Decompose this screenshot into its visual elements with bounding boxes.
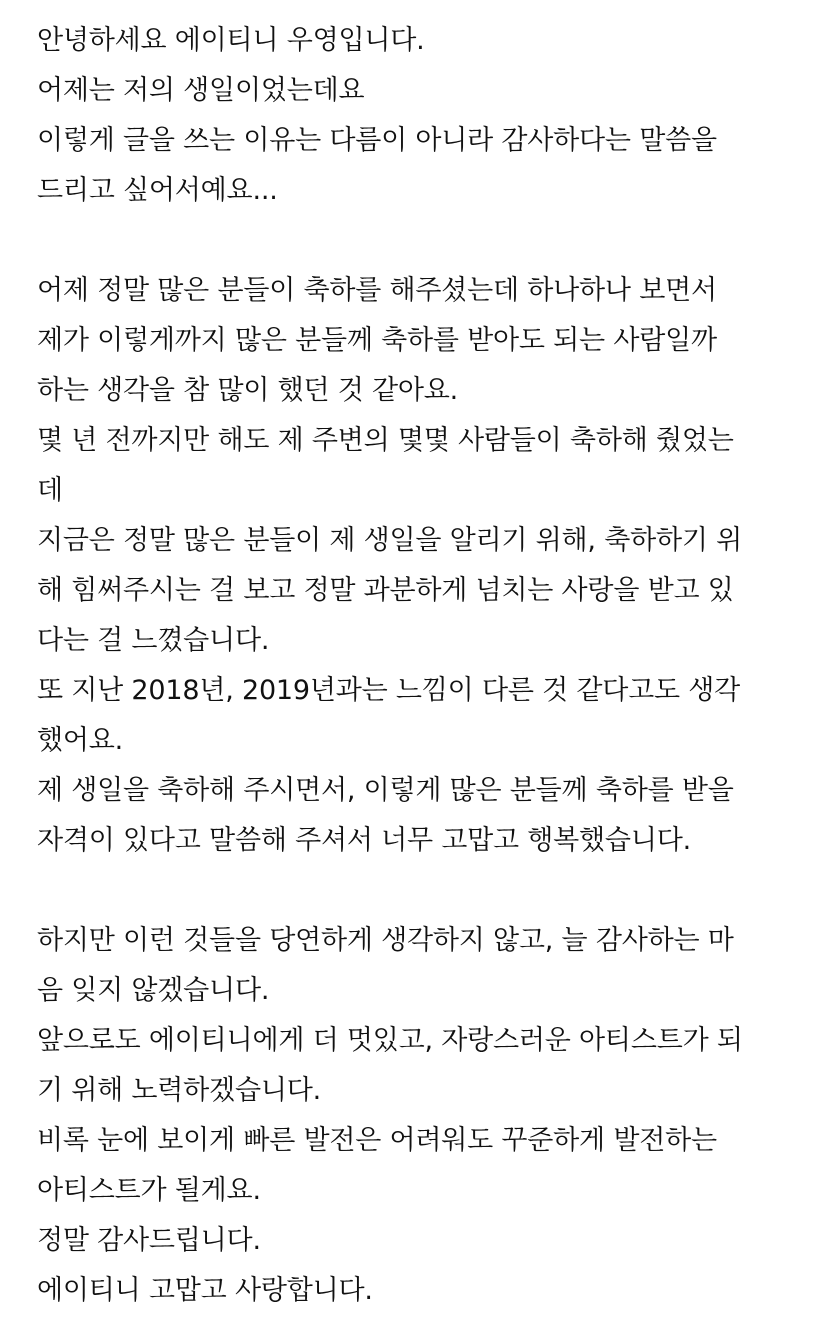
text-line: 하지만 이런 것들을 당연하게 생각하지 않고, 늘 감사하는 마 <box>37 925 734 956</box>
text-line: 음 잊지 않겠습니다. <box>37 975 270 1006</box>
text-line: 자격이 있다고 말씀해 주셔서 너무 고맙고 행복했습니다. <box>37 825 691 856</box>
text-line: 아티스트가 될게요. <box>37 1175 261 1206</box>
text-line: 제 생일을 축하해 주시면서, 이렇게 많은 분들께 축하를 받을 <box>37 775 734 806</box>
text-line: 어제 정말 많은 분들이 축하를 해주셨는데 하나하나 보면서 <box>37 275 717 306</box>
text-line: 비록 눈에 보이게 빠른 발전은 어려워도 꾸준하게 발전하는 <box>37 1125 717 1156</box>
text-line: 몇 년 전까지만 해도 제 주변의 몇몇 사람들이 축하해 줬었는 <box>37 425 734 456</box>
paragraph-gap <box>37 216 798 266</box>
text-line: 이렇게 글을 쓰는 이유는 다름이 아니라 감사하다는 말씀을 <box>37 125 717 156</box>
text-line: 안녕하세요 에이티니 우영입니다. <box>37 25 425 56</box>
text-line: 다는 걸 느꼈습니다. <box>37 625 270 656</box>
text-line: 데 <box>37 475 63 506</box>
text-line: 정말 감사드립니다. <box>37 1225 261 1256</box>
text-line: 하는 생각을 참 많이 했던 것 같아요. <box>37 375 459 406</box>
text-line: 드리고 싶어서예요... <box>37 175 278 206</box>
text-line: 제가 이렇게까지 많은 분들께 축하를 받아도 되는 사람일까 <box>37 325 717 356</box>
paragraph-gap <box>37 866 798 916</box>
text-line: 했어요. <box>37 725 124 756</box>
text-line: 어제는 저의 생일이었는데요 <box>37 75 365 106</box>
text-line: 또 지난 2018년, 2019년과는 느낌이 다른 것 같다고도 생각 <box>37 675 741 706</box>
text-line: 기 위해 노력하겠습니다. <box>37 1075 321 1106</box>
text-line: 에이티니 고맙고 사랑합니다. <box>37 1275 373 1306</box>
text-line: 해 힘써주시는 걸 보고 정말 과분하게 넘치는 사랑을 받고 있 <box>37 575 734 606</box>
text-line: 앞으로도 에이티니에게 더 멋있고, 자랑스러운 아티스트가 되 <box>37 1025 743 1056</box>
text-line: 지금은 정말 많은 분들이 제 생일을 알리기 위해, 축하하기 위 <box>37 525 742 556</box>
